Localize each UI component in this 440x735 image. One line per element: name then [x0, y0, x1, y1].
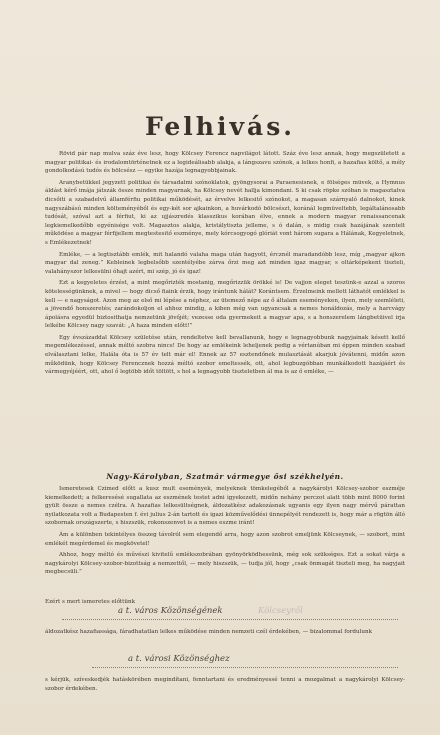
paragraph: Aranybetükkel jegyzett politikai és társadalmi szónoklatok, gyöngysorai a Paraenesisnek, e fölséges müvek, a Hymnus áldást kérő imája játszák össze minden magyarnak, ha Kölcsey nevét hallja kimondani. S ki csak röpke szóban is magasztalva dicsőiti a szabadelvű államférfiu politikai működését, az érvelve lelkesitő szónokot, a magasan szárnyaló dalnokot, kinek nagyszábású minden költeményéből és egy-két sor ajkainkon, a huvárkodó bölcsészt, koránál legmüveltebb, legáltalánosabb tudósát, szóval azt a férfiut, ki az ujjászredés klasszikus korában élve, ennek a modern magyar renaissancenak legkiemelkedőbb egyénisége volt. Magasztos alakja, kristálytiszta jelleme, s ó dalán, s midig csak hazájának szentelt működése a magyar férfijellem megtestesitő eszménye, mely kórcsogyogó glóriát vont három sugara a Hálának, Kegyeletnek, s Emlékezetnek!	[45, 179, 405, 246]
paragraph: Ezt a kegyeletes érzést, a mint megőrizték mostanig, megőrizzük örökké is! De vajjon eleget teszünk-e azzal a szoros kötelességünknek, a mivel — hogy dicső fiaink érzik, hogy irántunk hálát? Korántsem. Érzelmeink mellett láthatót emlékkel is kell — e nagyságot. Azon meg az első mi lépése a néphez, az ütemező népe az ő általam eseményeken, ilyen, mely szemléleti, a jövendő honszeretés; zarándokoljon el ahhoz mindig, a kiben még van ugyancsak a nemes honáldozás, mely a harcvágy ápolásra egyedül biztosithatja nemzetünk jövőjét; vezesse oda gyermekeit a magyar apa, s a honszerelem lángbetüivel irja lelkébe Kölcsey nagy szavát: „A haza minden előtt!”	[45, 280, 405, 330]
paragraph: Emléke, — a legtisztább emlék, mit halandó valaha maga után hagyott, ércznél maradandóbb lesz, míg „magyar ajkon magyar dal zeneg.” Kebleinek legbelsőbb szentélyébe zárva őrzi meg azt minden igaz magyar, s oltárképekent tiszteli, valahányszor lelkesülni óhajt azért, mi szép, jó és igaz!	[45, 251, 405, 275]
location-heading: Nagy-Károlyban, Szatmár vármegye ősi székhelyén.	[106, 472, 344, 481]
intro-line	[45, 598, 405, 607]
dotted-line	[92, 667, 398, 668]
paragraph: Ám a különben tekintélyes összeg távolról sem elegendő arra, hogy azon szobrot emeljünk Kölcseynek, — szobort, mint emlékét megérdemel és megkövetel!	[45, 531, 405, 547]
paragraph: Rövid pár nap mulva száz éve lesz, hogy Kölcsey Ferencz napvilágot látott. Száz éve lesz annak, hogy megszületett a magyar politikai- és irodalomtörténetnek ez a legideálisabb alakja, a lángszavu szónok, a lelkes honfi, a hazafias költő, a mély gondolkodású tudós és bölcsész — egyike hazája legnagyobbjainak.	[45, 151, 405, 175]
paragraph: Ismeretesek Czimed előtt a kusz mult események, melyeknek tömkelegéből a nagykárolyi Kölcsey-szobor eszméje kiemelkedett; a felkeresésé sugallata az eszmének testet adni igyekezett, midőn nehány perczot alatt több mint 8000 forint gyült össze a nemes czélra. A hazafias lelkesültségnek, áldozatkész adakozásnak ugyanis egy ilyen nagy mérvű párattan nyilatkozata volt a Budapesten f. évi julius 2-án tartott és igazi közművelődési ünnepélyét rendezett is, hogy már a rögtön álló szobornak országszerte, s hiszszük, rokonszenvet is a nemes eszme iránt!	[45, 486, 405, 527]
sacrifice-paragraph: áldozatkész hazafiassága, fáradhatatlan lelkes működése minden nemzeti czél érdekében, — bizalommal fordulunk	[45, 629, 372, 635]
body-lower	[45, 485, 405, 580]
faint-stamp-text: Kölcseyről	[258, 606, 303, 616]
closing-paragraph: s kérjük, szíveskedjék hatáskörében megindítani, fenntartani és eredményessé tenni a mozgalmat a nagykárolyi Kölcsey-szobor érdekében.	[45, 677, 405, 692]
dotted-line	[62, 619, 398, 620]
body-upper	[45, 150, 405, 380]
handwritten-addressee-1: a t. város Közönségének	[118, 606, 223, 616]
document-title: Felhivás.	[145, 112, 295, 141]
intro-text: Ezért s mert ismeretes előttünk	[45, 599, 136, 605]
paragraph: Egy évszázaddal Kölcsey születése után, rendeltetve kell bevallanunk, hogy e legnagyobbunk nagyjainak késett kellő megemlékezéssel, annak méltó szobra nincs! De hogy az emlékeink leheljenek pedig a vértanúban mi éppen minden szabad elválasztani lelke, Halála óta is 57 év telt már el! Ennek az 57 esztendőnek mulasztását akarjuk jóvátenni, midőn azon működünk, hogy Kölcsey Ferencznek hozzá méltó szobor emeltessék, ott, ahol legbuzgóbban munkálkodott hazájáért és vármegyéjéért, ott, ahol ő legtöbb időt töltött, s hol a legnagyobb tiszteletben ál ma is az ő emléke, —	[45, 334, 405, 376]
handwritten-addressee-2: a t. városi Közönséghez	[128, 654, 230, 664]
paragraph: Ahhoz, hogy méltó és művészi kivitelű emlékszobrában gyönyörködhessünk, még sok szükséges. Ezt a sokat várja a nagykárolyi Kölcsey-szobor-bizottság a nemzettől, — mely hiszszük, — tudja jól, hogy „csak önmagát tiszteli meg, ha nagyjait megbecsüli.”	[45, 552, 405, 576]
